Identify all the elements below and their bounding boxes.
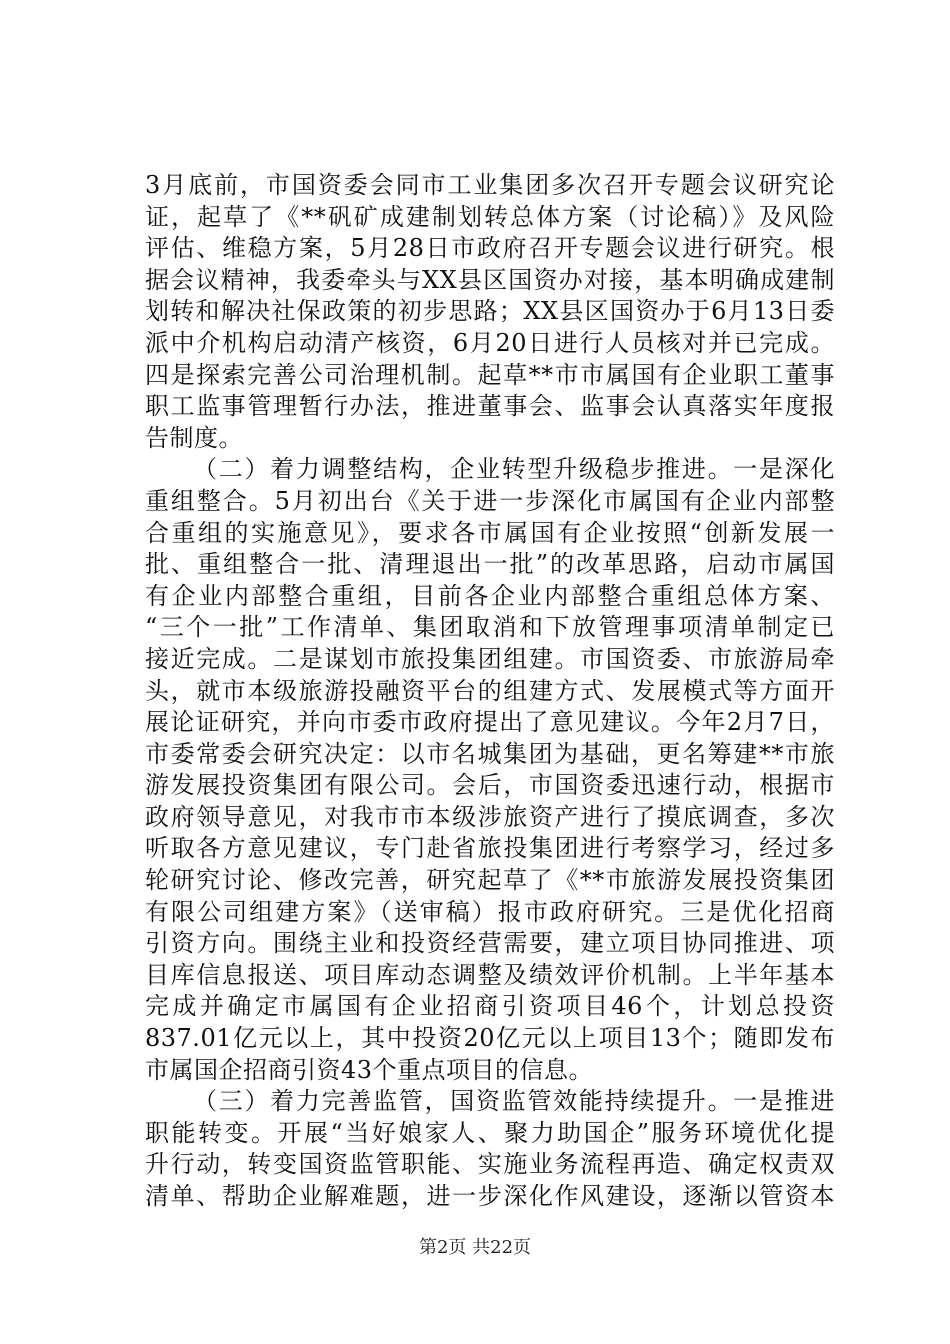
text-line: 837.01亿元以上，其中投资20亿元以上项目13个；随即发布 [145, 1024, 835, 1053]
text-line: 市属国企招商引资43个重点项目的信息。 [145, 1055, 594, 1084]
text-line: 评估、维稳方案，5月28日市政府召开专题会议进行研究。根 [145, 234, 835, 263]
text-line: 接近完成。二是谋划市旅投集团组建。市国资委、市旅游局牵 [145, 644, 835, 673]
text-line: 目库信息报送、项目库动态调整及绩效评价机制。上半年基本 [145, 960, 835, 989]
text-line: 轮研究讨论、修改完善，研究起草了《**市旅游发展投资集团 [145, 866, 835, 895]
text-line: 重组整合。5月初出台《关于进一步深化市属国有企业内部整 [145, 486, 835, 515]
text-line: 告制度。 [145, 423, 243, 452]
text-line: 职能转变。开展“当好娘家人、聚力助国企”服务环境优化提 [145, 1118, 835, 1147]
text-line: 游发展投资集团有限公司。会后，市国资委迅速行动，根据市 [145, 771, 835, 800]
text-line: 派中介机构启动清产核资，6月20日进行人员核对并已完成。 [145, 328, 835, 357]
text-line: 划转和解决社保政策的初步思路；XX县区国资办于6月13日委 [145, 297, 835, 326]
text-line: 清单、帮助企业解难题，进一步深化作风建设，逐渐以管资本 [145, 1182, 835, 1210]
text-line: 听取各方意见建议，专门赴省旅投集团进行考察学习，经过多 [145, 834, 835, 863]
text-line: 职工监事管理暂行办法，推进董事会、监事会认真落实年度报 [145, 392, 835, 421]
text-line: 证，起草了《**矾矿成建制划转总体方案（讨论稿）》及风险 [145, 202, 835, 231]
text-line: 3月底前，市国资委会同市工业集团多次召开专题会议研究论 [145, 171, 835, 199]
document-body [145, 170, 835, 1213]
text-line: 头，就市本级旅游投融资平台的组建方式、发展模式等方面开 [145, 676, 835, 705]
text-line: 合重组的实施意见》，要求各市属国有企业按照“创新发展一 [145, 518, 835, 547]
text-line: 引资方向。围绕主业和投资经营需要，建立项目协同推进、项 [145, 929, 835, 958]
text-line: 完成并确定市属国有企业招商引资项目46个，计划总投资 [145, 992, 835, 1021]
text-line: 市委常委会研究决定：以市名城集团为基础，更名筹建**市旅 [145, 739, 835, 768]
text-line: 展论证研究，并向市委市政府提出了意见建议。今年2月7日， [145, 708, 835, 737]
section-heading-line: （三）着力完善监管，国资监管效能持续提升。一是推进 [193, 1087, 835, 1116]
section-heading-line: （二）着力调整结构，企业转型升级稳步推进。一是深化 [193, 455, 835, 484]
page-number-footer: 第2页 共22页 [418, 1237, 532, 1258]
text-line: 据会议精神，我委牵头与XX县区国资办对接，基本明确成建制 [145, 265, 835, 294]
text-line: 升行动，转变国资监管职能、实施业务流程再造、确定权责双 [145, 1150, 835, 1179]
text-line: “三个一批”工作清单、集团取消和下放管理事项清单制定已 [145, 613, 835, 642]
text-line: 有限公司组建方案》（送审稿）报市政府研究。三是优化招商 [145, 897, 835, 926]
text-line: 批、重组整合一批、清理退出一批”的改革思路，启动市属国 [145, 550, 835, 579]
text-line: 政府领导意见，对我市市本级涉旅资产进行了摸底调查，多次 [145, 802, 835, 831]
text-line: 四是探索完善公司治理机制。起草**市市属国有企业职工董事 [145, 360, 835, 389]
text-line: 有企业内部整合重组，目前各企业内部整合重组总体方案、 [145, 581, 835, 610]
